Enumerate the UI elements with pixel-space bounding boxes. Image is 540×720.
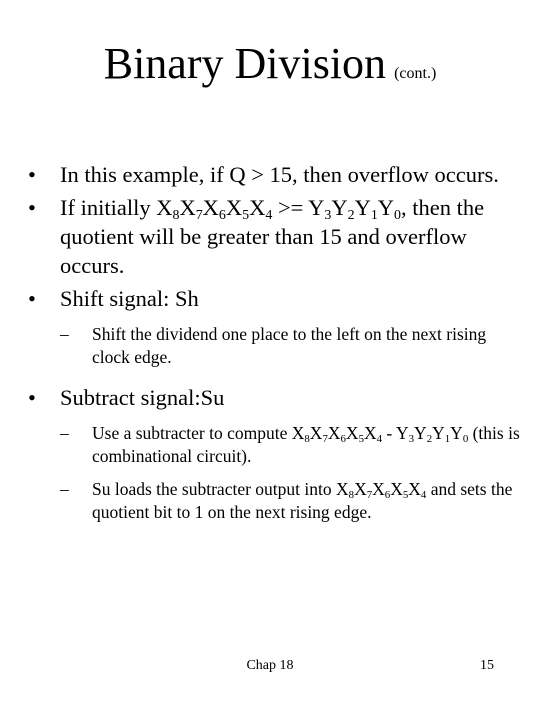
operator: - <box>382 423 396 443</box>
sub-7: 7 <box>322 433 328 446</box>
var-y2: Y <box>414 423 427 443</box>
var-x6: X <box>202 195 219 220</box>
bullet-icon: • <box>28 286 36 311</box>
dash-icon: – <box>60 324 69 344</box>
sub-0: 0 <box>462 433 469 446</box>
sub-4: 4 <box>376 433 383 446</box>
sub-4: 4 <box>420 489 427 502</box>
var-x5: X <box>225 195 243 220</box>
bullet-item-overflow <box>28 160 528 189</box>
sub-6: 6 <box>340 433 346 446</box>
var-x6: X <box>372 479 385 499</box>
sub-0: 0 <box>394 207 401 223</box>
var-y2: Y <box>331 195 348 220</box>
sub-5: 5 <box>358 433 364 446</box>
sub-1: 1 <box>444 433 451 446</box>
var-y1: Y <box>354 195 371 220</box>
sub-text-pre: Su loads the subtracter output into <box>92 479 336 499</box>
sub-item-text: Shift the dividend one place to the left on the next rising clock edge. <box>92 324 487 367</box>
var-y1: Y <box>432 423 445 443</box>
var-x8: X <box>156 195 173 220</box>
sub-2: 2 <box>347 207 355 223</box>
sub-5: 5 <box>242 207 250 223</box>
sub-6: 6 <box>384 489 391 502</box>
dash-icon: – <box>60 423 69 443</box>
var-y3: Y <box>308 195 325 220</box>
sub-2: 2 <box>426 433 433 446</box>
var-x7: X <box>354 479 367 499</box>
bullet-text: Subtract signal:Su <box>60 385 225 410</box>
footer-chapter: Chap 18 <box>246 658 294 673</box>
var-x7: X <box>179 195 196 220</box>
footer-page-number: 15 <box>480 658 494 673</box>
sub-8: 8 <box>304 433 310 446</box>
sub-8: 8 <box>348 489 355 502</box>
sub-8: 8 <box>172 207 180 223</box>
bullet-item-subtract-signal <box>28 383 528 412</box>
var-x8: X <box>336 479 349 499</box>
bullet-text: Shift signal: Sh <box>60 286 199 311</box>
sub-3: 3 <box>408 433 415 446</box>
bullet-icon: • <box>28 385 36 410</box>
sub-item-shift-description <box>60 323 528 369</box>
sub-1: 1 <box>370 207 378 223</box>
var-x8: X <box>291 423 305 443</box>
bullet-item-initial-condition <box>28 193 528 280</box>
sub-item-subtracter <box>60 422 528 468</box>
var-y0: Y <box>450 423 463 443</box>
sub-5: 5 <box>402 489 409 502</box>
var-y0: Y <box>377 195 395 220</box>
bullet-icon: • <box>28 195 36 220</box>
sub-text-pre: Use a subtracter to compute <box>92 423 292 443</box>
slide-title <box>0 38 540 89</box>
sub-7: 7 <box>366 489 373 502</box>
bullet-text: In this example, if Q > 15, then overflow occurs. <box>60 162 499 187</box>
var-x7: X <box>309 423 323 443</box>
sub-7: 7 <box>195 207 203 223</box>
sub-item-su-loads <box>60 478 528 524</box>
var-x4: X <box>249 195 266 220</box>
sub-3: 3 <box>324 207 332 223</box>
var-y3: Y <box>395 423 409 443</box>
bullet-list <box>28 160 528 524</box>
var-x4: X <box>363 423 377 443</box>
bullet-icon: • <box>28 162 36 187</box>
sub-4: 4 <box>265 207 273 223</box>
bullet-text-post: , then the quotient will be greater than 15 and overflow occurs. <box>60 195 485 278</box>
operator: >= <box>272 195 309 220</box>
dash-icon: – <box>60 479 69 499</box>
var-x5: X <box>390 479 403 499</box>
var-x4: X <box>408 479 421 499</box>
sub-text-post: and sets the quotient bit to 1 on the next rising edge. <box>92 479 513 522</box>
var-x6: X <box>327 423 341 443</box>
title-cont: (cont.) <box>394 65 437 82</box>
bullet-text-pre: If initially <box>60 195 157 220</box>
bullet-item-shift-signal <box>28 284 528 313</box>
var-x5: X <box>345 423 359 443</box>
title-main: Binary Division <box>103 39 387 88</box>
sub-6: 6 <box>218 207 226 223</box>
sub-text-post: (this is combinational circuit). <box>92 423 520 466</box>
